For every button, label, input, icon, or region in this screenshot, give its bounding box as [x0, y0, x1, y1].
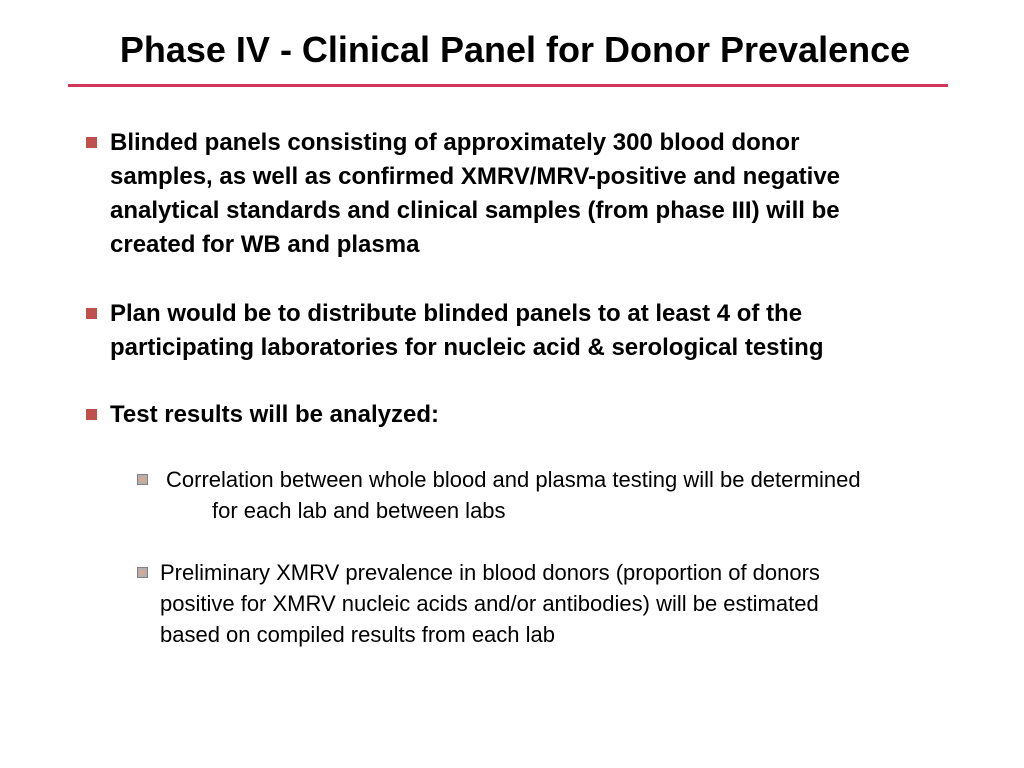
square-bullet-icon: [86, 137, 97, 148]
bullet-1-line-2: samples, as well as confirmed XMRV/MRV-positive and negative: [110, 163, 841, 190]
square-bullet-icon: [86, 308, 97, 319]
bullet-3: [110, 398, 439, 432]
sub-bullet-2-line-2: positive for XMRV nucleic acids and/or antibodies) will be estimated: [160, 591, 819, 616]
sub-bullet-2-line-1: Preliminary XMRV prevalence in blood donors (proportion of donors: [160, 560, 820, 585]
sub-bullet-2-line-3: based on compiled results from each lab: [160, 622, 555, 647]
bullet-3-line-1: Test results will be analyzed:: [110, 401, 439, 428]
bullet-1-line-4: created for WB and plasma: [110, 231, 420, 258]
bullet-2: [110, 297, 824, 365]
sub-bullet-1-line-2: for each lab and between labs: [212, 498, 506, 523]
square-bullet-icon: [86, 409, 97, 420]
bullet-1: [110, 126, 840, 262]
bullet-2-line-1: Plan would be to distribute blinded panels to at least 4 of the: [110, 300, 803, 327]
bullet-2-line-2: participating laboratories for nucleic acid & serological testing: [110, 334, 824, 361]
bullet-1-line-1: Blinded panels consisting of approximately 300 blood donor: [110, 129, 800, 156]
bullet-1-line-3: analytical standards and clinical samples (from phase III) will be: [110, 197, 840, 224]
sub-bullet-2: [160, 557, 820, 650]
title-underline: [68, 84, 948, 87]
square-sub-bullet-icon: [137, 567, 148, 578]
sub-bullet-1-line-1: Correlation between whole blood and plasma testing will be determined: [166, 467, 861, 492]
slide-title: Phase IV - Clinical Panel for Donor Prevalence: [119, 29, 911, 70]
square-sub-bullet-icon: [137, 474, 148, 485]
sub-bullet-1: [166, 464, 861, 526]
